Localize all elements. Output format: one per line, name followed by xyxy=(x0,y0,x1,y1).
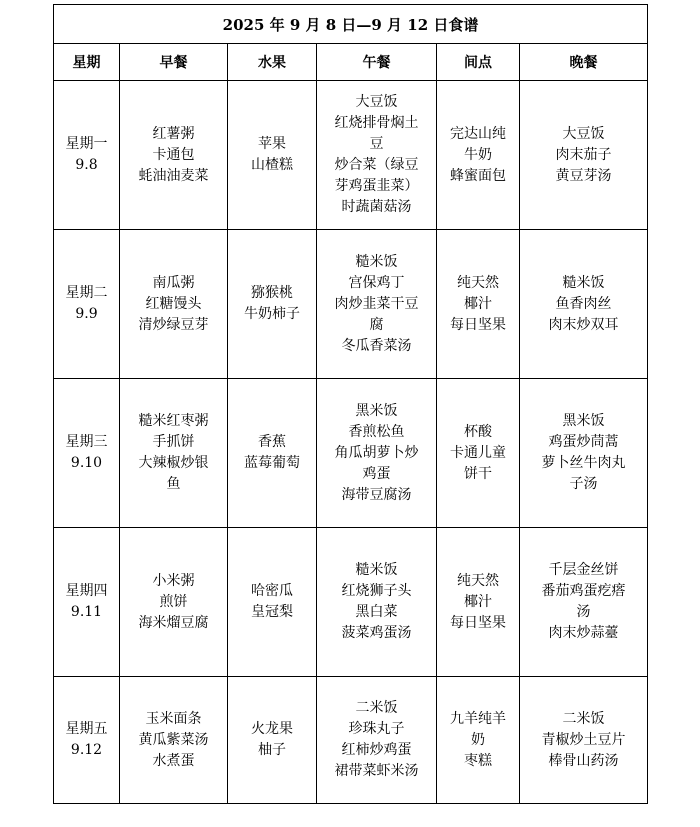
menu-item: 火龙果 xyxy=(251,721,293,737)
snack-cell xyxy=(437,677,520,804)
menu-item: 纯天然 xyxy=(457,572,499,589)
menu-item: 肉末茄子 xyxy=(555,146,612,163)
day-cell xyxy=(54,528,120,677)
menu-item: 红烧狮子头 xyxy=(341,583,412,599)
menu-item: 黑米饭 xyxy=(355,402,398,419)
menu-item: 红薯粥 xyxy=(152,125,195,142)
menu-item: 黄瓜紫菜汤 xyxy=(138,731,209,748)
menu-item: 鱼香肉丝 xyxy=(555,295,612,312)
menu-item: 完达山纯 xyxy=(450,125,506,142)
breakfast-cell xyxy=(120,677,228,804)
menu-item: 9.10 xyxy=(70,455,103,471)
menu-item: 每日坚果 xyxy=(450,614,506,631)
fruit-cell xyxy=(228,677,317,804)
menu-item: 糙米饭 xyxy=(355,562,398,578)
menu-item: 糙米饭 xyxy=(562,274,605,291)
menu-item: 香煎松鱼 xyxy=(348,423,405,440)
menu-item: 星期四 xyxy=(65,583,108,599)
menu-item: 海带豆腐汤 xyxy=(341,486,412,503)
menu-item: 时蔬菌菇汤 xyxy=(341,199,412,215)
menu-item: 大辣椒炒银 xyxy=(138,455,209,471)
menu-item: 猕猴桃 xyxy=(251,285,293,301)
menu-item: 牛奶柿子 xyxy=(244,306,300,322)
menu-item: 清炒绿豆芽 xyxy=(138,316,209,333)
menu-item: 星期三 xyxy=(65,434,108,450)
day-cell xyxy=(54,81,120,230)
menu-item: 小米粥 xyxy=(152,572,195,589)
menu-item: 豆 xyxy=(369,136,384,152)
menu-item: 芽鸡蛋韭菜） xyxy=(334,178,419,194)
menu-item: 肉末炒蒜薹 xyxy=(548,625,619,641)
fruit-cell xyxy=(228,230,317,379)
menu-title: 2025 年 9 月 8 日—9 月 12 日食谱 xyxy=(54,5,648,44)
menu-item: 牛奶 xyxy=(464,146,492,163)
menu-item: 皇冠梨 xyxy=(251,604,293,620)
menu-item: 蜂蜜面包 xyxy=(450,167,506,184)
menu-item: 饼干 xyxy=(464,465,492,482)
snack-cell xyxy=(437,528,520,677)
fruit-cell xyxy=(228,528,317,677)
menu-item: 每日坚果 xyxy=(450,316,506,333)
menu-table xyxy=(53,4,648,804)
dinner-cell xyxy=(520,379,648,528)
menu-item: 椰汁 xyxy=(464,295,492,312)
menu-item: 红糖馒头 xyxy=(145,295,202,312)
menu-item: 菠菜鸡蛋汤 xyxy=(341,625,412,641)
breakfast-cell xyxy=(120,230,228,379)
menu-item: 煎饼 xyxy=(159,593,188,610)
menu-item: 红烧排骨焖土 xyxy=(334,115,419,131)
dinner-cell xyxy=(520,230,648,379)
table-row xyxy=(54,81,648,230)
lunch-cell xyxy=(317,81,437,230)
lunch-cell xyxy=(317,379,437,528)
menu-item: 二米饭 xyxy=(355,700,398,716)
menu-item: 9.9 xyxy=(75,306,98,322)
menu-item: 珍珠丸子 xyxy=(348,721,405,737)
menu-item: 奶 xyxy=(471,731,485,748)
menu-item: 香蕉 xyxy=(258,434,286,450)
menu-item: 鸡蛋 xyxy=(362,465,391,482)
table-row xyxy=(54,379,648,528)
menu-item: 冬瓜香菜汤 xyxy=(341,337,412,354)
menu-item: 9.12 xyxy=(70,742,103,758)
menu-item: 汤 xyxy=(576,604,591,620)
menu-item: 大豆饭 xyxy=(562,125,605,142)
menu-item: 九羊纯羊 xyxy=(450,710,506,727)
menu-item: 水煮蛋 xyxy=(152,752,195,769)
menu-item: 千层金丝饼 xyxy=(548,562,619,578)
lunch-cell xyxy=(317,528,437,677)
header-lunch: 午餐 xyxy=(317,44,437,81)
menu-item: 番茄鸡蛋疙瘩 xyxy=(541,583,626,599)
menu-item: 青椒炒土豆片 xyxy=(541,731,626,748)
header-dinner: 晚餐 xyxy=(520,44,648,81)
menu-item: 哈密瓜 xyxy=(251,583,293,599)
table-row xyxy=(54,677,648,804)
menu-item: 二米饭 xyxy=(562,710,605,727)
day-cell xyxy=(54,677,120,804)
menu-item: 腐 xyxy=(369,316,384,333)
header-fruit: 水果 xyxy=(228,44,317,81)
menu-item: 9.11 xyxy=(70,604,103,620)
dinner-cell xyxy=(520,528,648,677)
menu-item: 鸡蛋炒茼蒿 xyxy=(548,434,619,450)
menu-item: 萝卜丝牛肉丸 xyxy=(541,455,626,471)
menu-item: 糙米红枣粥 xyxy=(138,413,209,429)
menu-item: 子汤 xyxy=(569,476,598,492)
lunch-cell xyxy=(317,230,437,379)
menu-item: 椰汁 xyxy=(464,593,492,610)
menu-item: 黑白菜 xyxy=(355,604,398,620)
snack-cell xyxy=(437,379,520,528)
snack-cell xyxy=(437,81,520,230)
menu-item: 红柿炒鸡蛋 xyxy=(341,742,412,758)
menu-item: 裙带菜虾米汤 xyxy=(334,763,419,779)
menu-item: 大豆饭 xyxy=(355,94,398,110)
menu-item: 鱼 xyxy=(166,476,181,492)
header-snack: 间点 xyxy=(437,44,520,81)
menu-item: 手抓饼 xyxy=(152,434,195,450)
breakfast-cell xyxy=(120,528,228,677)
menu-item: 海米熘豆腐 xyxy=(138,614,209,631)
menu-item: 星期一 xyxy=(65,136,108,152)
menu-item: 卡通儿童 xyxy=(450,444,506,461)
lunch-cell xyxy=(317,677,437,804)
menu-item: 卡通包 xyxy=(152,146,195,163)
menu-item: 纯天然 xyxy=(457,274,499,291)
menu-item: 蚝油油麦菜 xyxy=(138,167,209,184)
menu-item: 星期二 xyxy=(65,285,108,301)
menu-item: 黄豆芽汤 xyxy=(555,167,612,184)
menu-item: 宫保鸡丁 xyxy=(348,274,405,291)
fruit-cell xyxy=(228,379,317,528)
menu-item: 棒骨山药汤 xyxy=(548,752,619,769)
menu-item: 枣糕 xyxy=(464,752,492,769)
menu-item: 星期五 xyxy=(65,721,108,737)
menu-item: 南瓜粥 xyxy=(152,274,195,291)
menu-item: 黑米饭 xyxy=(562,413,605,429)
dinner-cell xyxy=(520,81,648,230)
menu-item: 炒合菜（绿豆 xyxy=(334,157,419,173)
fruit-cell xyxy=(228,81,317,230)
snack-cell xyxy=(437,230,520,379)
breakfast-cell xyxy=(120,379,228,528)
table-row xyxy=(54,528,648,677)
menu-item: 杯酸 xyxy=(464,423,492,440)
menu-item: 蓝莓葡萄 xyxy=(244,455,300,471)
breakfast-cell xyxy=(120,81,228,230)
table-row xyxy=(54,230,648,379)
menu-item: 肉末炒双耳 xyxy=(548,316,619,333)
menu-item: 糙米饭 xyxy=(355,253,398,270)
header-weekday: 星期 xyxy=(54,44,120,81)
menu-item: 苹果 xyxy=(258,136,286,152)
dinner-cell xyxy=(520,677,648,804)
menu-item: 柚子 xyxy=(258,742,286,758)
menu-item: 玉米面条 xyxy=(145,710,202,727)
day-cell xyxy=(54,379,120,528)
menu-item: 角瓜胡萝卜炒 xyxy=(334,444,419,461)
header-breakfast: 早餐 xyxy=(120,44,228,81)
menu-item: 9.8 xyxy=(75,157,98,173)
menu-item: 山楂糕 xyxy=(251,157,293,173)
day-cell xyxy=(54,230,120,379)
menu-item: 肉炒韭菜干豆 xyxy=(334,295,419,312)
header-row xyxy=(54,44,648,81)
